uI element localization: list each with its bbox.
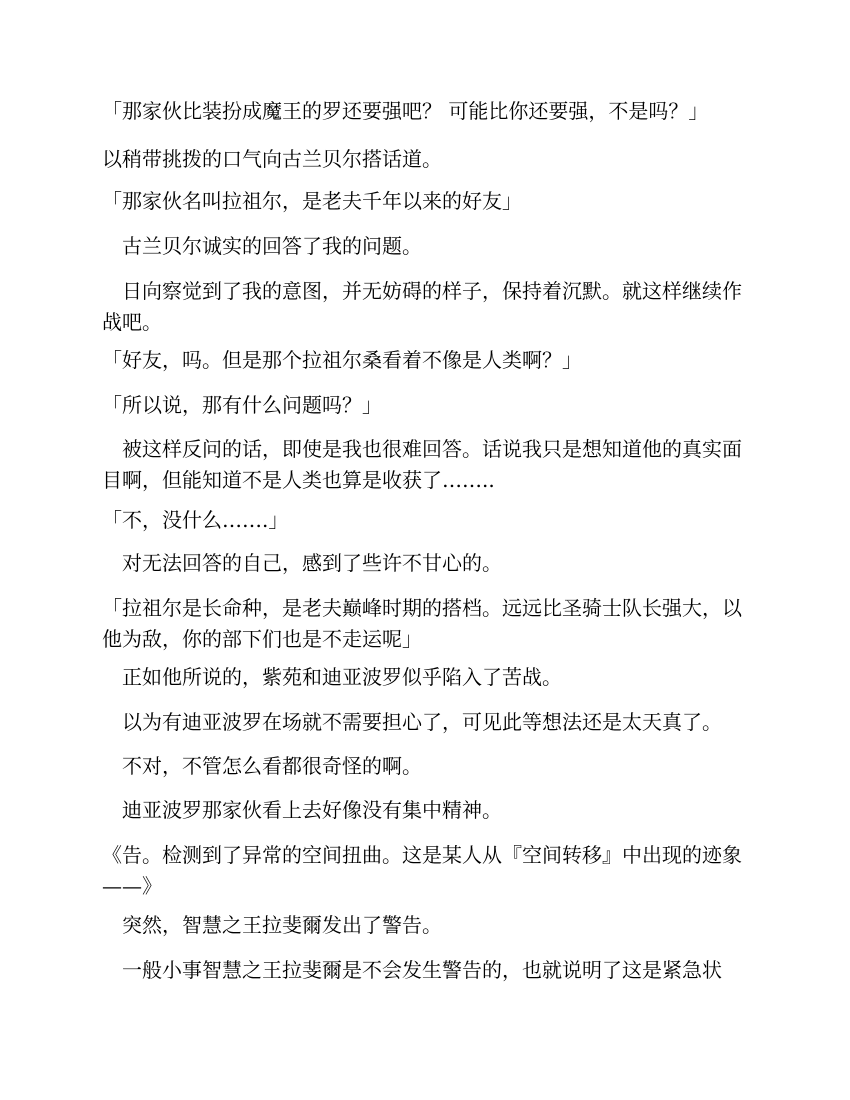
- paragraph-6: 「好友，吗。但是那个拉祖尔桑看着不像是人类啊？」: [102, 348, 582, 372]
- paragraph-2: 以稍带挑拨的口气向古兰贝尔搭话道。: [102, 147, 442, 171]
- paragraph-1: 「那家伙比装扮成魔王的罗还要强吧？ 可能比你还要强，不是吗？」: [102, 99, 709, 123]
- paragraph-10: 对无法回答的自己，感到了些许不甘心的。: [102, 551, 502, 575]
- paragraph-4: 古兰贝尔诚实的回答了我的问题。: [102, 234, 422, 258]
- paragraph-9: 「不，没什么…….」: [102, 508, 289, 532]
- paragraph-11: 「拉祖尔是长命种，是老夫巅峰时期的搭档。远远比圣骑士队长强大，以他为敌，你的部下们也是不走运呢」: [102, 596, 742, 651]
- paragraph-17: 突然，智慧之王拉斐爾发出了警告。: [102, 913, 442, 937]
- paragraph-13: 以为有迪亚波罗在场就不需要担心了，可见此等想法还是太天真了。: [102, 710, 722, 734]
- paragraph-12: 正如他所说的，紫苑和迪亚波罗似乎陷入了苦战。: [102, 665, 562, 689]
- paragraph-5: 日向察觉到了我的意图，并无妨碍的样子，保持着沉默。就这样继续作战吧。: [102, 279, 742, 334]
- paragraph-14: 不对，不管怎么看都很奇怪的啊。: [102, 754, 422, 778]
- paragraph-15: 迪亚波罗那家伙看上去好像没有集中精神。: [102, 798, 502, 822]
- paragraph-8: 被这样反问的话，即使是我也很难回答。话说我只是想知道他的真实面目啊，但能知道不是人类也算是收获了……..: [102, 437, 742, 492]
- paragraph-7: 「所以说，那有什么问题吗？」: [102, 393, 382, 417]
- paragraph-3: 「那家伙名叫拉祖尔，是老夫千年以来的好友」: [102, 189, 522, 213]
- paragraph-18: 一般小事智慧之王拉斐爾是不会发生警告的，也就说明了这是紧急状: [102, 958, 722, 982]
- paragraph-16: 《告。检测到了异常的空间扭曲。这是某人从『空间转移』中出现的迹象——》: [102, 843, 742, 898]
